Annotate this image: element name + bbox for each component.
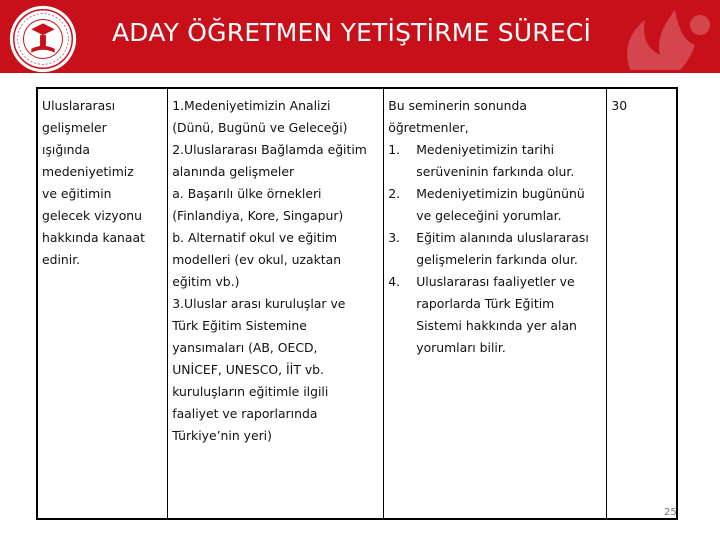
- outcomes-intro-line: Bu seminerin sonunda: [388, 98, 527, 113]
- topic-line: b. Alternatif okul ve eğitim: [172, 230, 338, 245]
- goal-line: medeniyetimiz: [42, 164, 134, 179]
- duration-cell: [607, 88, 677, 519]
- outcome-number: 4.: [388, 274, 401, 289]
- seminar-table: [36, 87, 678, 520]
- outcome-line: gelişmelerin farkında olur.: [416, 252, 578, 267]
- outcome-line: ve geleceğini yorumlar.: [416, 208, 562, 223]
- topic-line: eğitim vb.): [172, 274, 240, 289]
- table-row: [37, 88, 677, 519]
- goal-line: ve eğitimin: [42, 186, 112, 201]
- outcomes-list: [388, 139, 602, 359]
- goal-line: edinir.: [42, 252, 81, 267]
- ministry-logo: [4, 0, 82, 78]
- topic-line: yansımaları (AB, OECD,: [172, 340, 318, 355]
- topic-line: 2.Uluslararası Bağlamda eğitim: [172, 142, 367, 157]
- goal-cell: [37, 88, 168, 519]
- outcome-number: 2.: [388, 186, 401, 201]
- goal-line: Uluslararası: [42, 98, 116, 113]
- outcome-line: yorumları bilir.: [416, 340, 506, 355]
- outcome-number: 1.: [388, 142, 401, 157]
- topic-line: UNİCEF, UNESCO, İİT vb.: [172, 362, 324, 377]
- outcome-line: Sistemi hakkında yer alan: [416, 318, 577, 333]
- header-bar: [0, 0, 720, 73]
- goal-line: gelecek vizyonu: [42, 208, 143, 223]
- page-number: 25: [664, 507, 677, 518]
- topic-line: modelleri (ev okul, uzaktan: [172, 252, 342, 267]
- topic-line: kuruluşların eğitimle ilgili: [172, 384, 329, 399]
- outcome-line: Eğitim alanında uluslararası: [416, 230, 589, 245]
- duration-value: 30: [611, 98, 628, 113]
- goal-line: hakkında kanaat: [42, 230, 145, 245]
- outcome-line: serüveninin farkında olur.: [416, 164, 575, 179]
- goal-line: gelişmeler: [42, 120, 107, 135]
- topic-line: 1.Medeniyetimizin Analizi: [172, 98, 331, 113]
- list-item: [388, 183, 602, 227]
- outcome-line: Uluslararası faaliyetler ve: [416, 274, 575, 289]
- outcome-line: Medeniyetimizin bugününü: [416, 186, 585, 201]
- topic-line: (Finlandiya, Kore, Singapur): [172, 208, 344, 223]
- topic-line: (Dünü, Bugünü ve Geleceği): [172, 120, 348, 135]
- outcomes-intro-line: öğretmenler,: [388, 120, 469, 135]
- topic-line: 3.Uluslar arası kuruluşlar ve: [172, 296, 346, 311]
- topic-line: alanında gelişmeler: [172, 164, 295, 179]
- outcomes-cell: [384, 88, 607, 519]
- topics-cell: [168, 88, 384, 519]
- outcome-number: 3.: [388, 230, 401, 245]
- list-item: [388, 271, 602, 359]
- topic-line: faaliyet ve raporlarında: [172, 406, 318, 421]
- outcome-line: Medeniyetimizin tarihi: [416, 142, 555, 157]
- list-item: [388, 139, 602, 183]
- list-item: [388, 227, 602, 271]
- goal-line: ışığında: [42, 142, 90, 157]
- topic-line: a. Başarılı ülke örnekleri: [172, 186, 322, 201]
- topic-line: Türk Eğitim Sistemine: [172, 318, 307, 333]
- outcome-line: raporlarda Türk Eğitim: [416, 296, 555, 311]
- topic-line: Türkiye’nin yeri): [172, 428, 272, 443]
- page-title: ADAY ÖĞRETMEN YETİŞTİRME SÜRECİ: [112, 18, 592, 47]
